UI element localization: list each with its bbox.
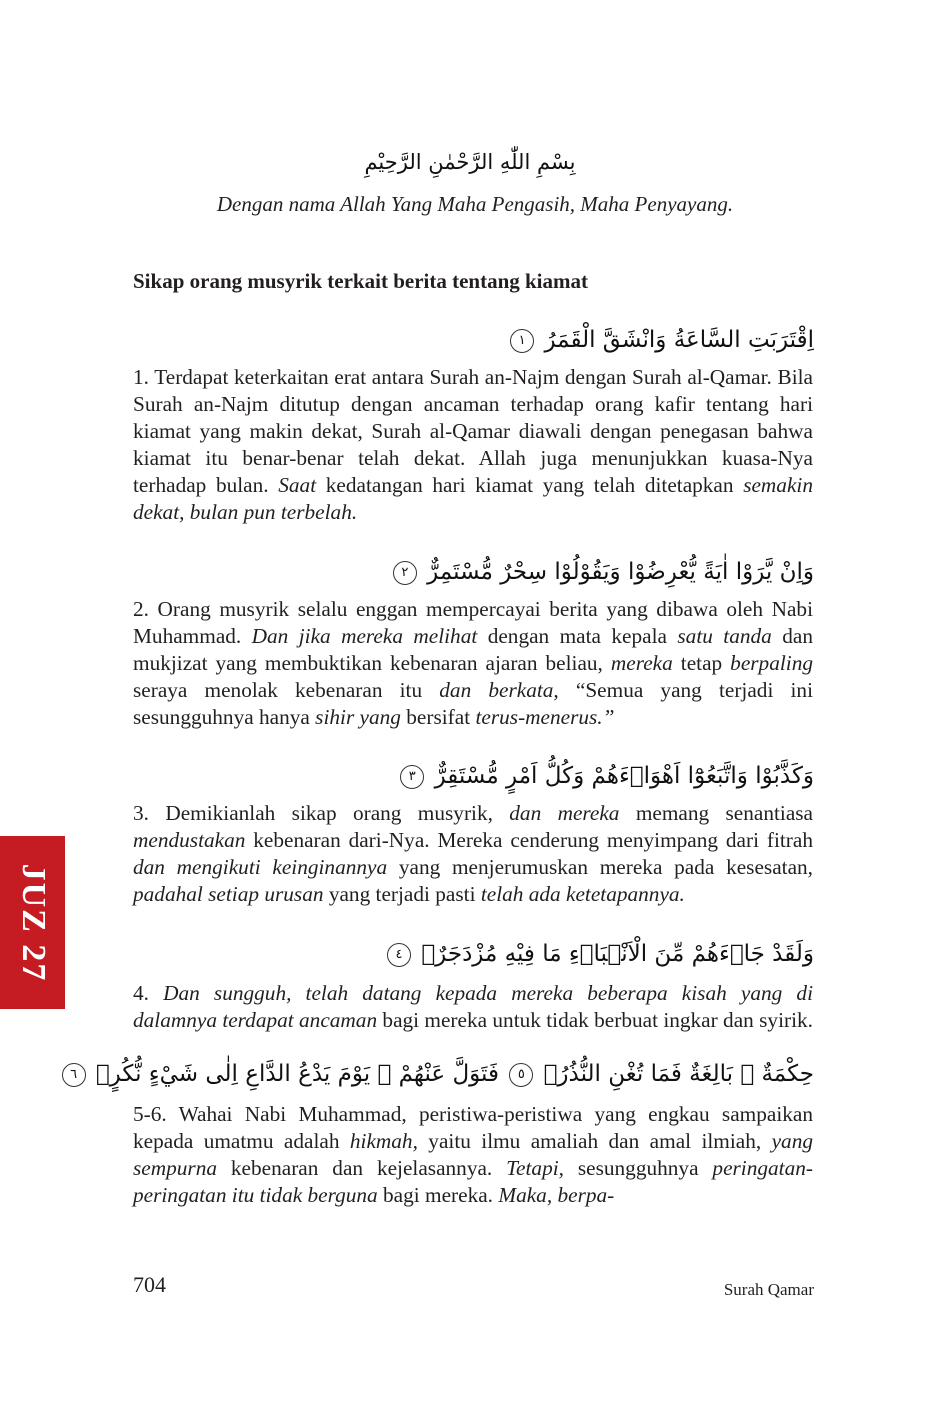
verse-number-marker: ٣	[400, 765, 424, 789]
verse-number-marker: ٦	[62, 1063, 86, 1087]
italic-text-segment: Dan jika mereka melihat	[251, 624, 478, 648]
verse-number-marker: ٥	[509, 1063, 533, 1087]
text-segment: 3. Demikianlah sikap orang musyrik,	[133, 801, 510, 825]
italic-text-segment: terus-menerus.”	[475, 705, 615, 729]
verse-text: وَكَذَّبُوْا وَاتَّبَعُوْٓا اَهْوَاۤءَهُمْ وَكُلُّ اَمْرٍ مُّسْتَقِرٌّ	[434, 763, 814, 789]
italic-text-segment: semakin dekat, bulan pun terbelah.	[133, 473, 813, 524]
italic-text-segment: dan mengikuti keinginannya	[133, 855, 388, 879]
italic-text-segment: sihir yang	[315, 705, 401, 729]
verse-5-6-arabic	[70, 1052, 814, 1096]
text-segment: seraya menolak kebenaran itu	[133, 678, 440, 702]
text-segment: bagi mereka.	[377, 1183, 499, 1207]
italic-text-segment: Dan sungguh, telah datang kepada mereka beberapa kisah yang di dalamnya terdapat ancaman	[133, 981, 813, 1032]
italic-text-segment: dan mereka	[509, 801, 620, 825]
text-segment: sesungguhnya	[563, 1156, 713, 1180]
italic-text-segment: padahal setiap urusan	[133, 882, 324, 906]
paragraph-2	[133, 596, 813, 731]
text-segment: “Semua yang terjadi ini sesungguhnya hanya	[133, 678, 813, 729]
text-segment: bagi mereka untuk tidak berbuat ingkar dan syirik.	[377, 1008, 813, 1032]
juz-side-tab	[0, 836, 65, 1009]
verse-number-marker: ٤	[387, 943, 411, 967]
verse-text: وَلَقَدْ جَاۤءَهُمْ مِّنَ الْاَنْۢبَاۤءِ مَا فِيْهِ مُزْدَجَرٌۙ	[421, 941, 814, 967]
italic-text-segment: Tetapi,	[506, 1156, 564, 1180]
text-segment: dengan mata kepala	[477, 624, 678, 648]
italic-text-segment: yang sempurna	[133, 1129, 814, 1180]
text-segment: 4.	[133, 981, 164, 1005]
surah-name-footer: Surah Qamar	[723, 1280, 814, 1299]
text-segment: kebenaran dari-Nya. Mereka cenderung menyimpang dari fitrah	[245, 828, 813, 852]
text-segment: bersifat	[400, 705, 476, 729]
verse-text: حِكْمَةٌ ۢ بَالِغَةٌ فَمَا تُغْنِ النُّذُرُۙ	[543, 1061, 814, 1087]
text-segment: yaitu ilmu amaliah dan amal ilmiah,	[417, 1129, 772, 1153]
text-segment: yang menjerumuskan mereka pada kesesatan,	[387, 855, 813, 879]
juz-label: JUZ 27	[14, 863, 52, 982]
italic-text-segment: peringatan-peringatan itu tidak berguna	[133, 1156, 813, 1207]
section-heading: Sikap orang musyrik terkait berita tentang kiamat	[133, 269, 589, 293]
paragraph-3	[133, 800, 813, 908]
text-segment: dan mukjizat yang membuktikan kebenaran ajaran beliau,	[133, 624, 813, 675]
verse-number-marker: ١	[510, 329, 534, 353]
paragraph-1	[133, 364, 813, 526]
verse-4-arabic	[134, 932, 814, 976]
verse-text: اِقْتَرَبَتِ السَّاعَةُ وَانْشَقَّ الْقَمَرُ	[544, 327, 814, 353]
text-segment: tetap	[672, 651, 731, 675]
basmalah-arabic: بِسْمِ اللّٰهِ الرَّحْمٰنِ الرَّحِيْمِ	[364, 150, 576, 174]
italic-text-segment: Maka, berpa-	[498, 1183, 615, 1207]
basmalah-translation: Dengan nama Allah Yang Maha Pengasih, Maha Penyayang.	[216, 192, 734, 216]
text-segment: 2. Orang musyrik selalu enggan mempercayai berita yang dibawa oleh Nabi Muhammad.	[133, 597, 813, 648]
verse-text: فَتَوَلَّ عَنْهُمْ ۘ يَوْمَ يَدْعُ الدَّاعِ اِلٰى شَيْءٍ نُّكُرٍۙ	[95, 1061, 499, 1087]
text-segment: 5-6. Wahai Nabi Muhammad, peristiwa-peristiwa yang engkau sampaikan kepada umatmu adalah	[133, 1102, 813, 1153]
page-number: 704	[133, 1272, 166, 1297]
italic-text-segment: Saat	[278, 473, 317, 497]
text-segment: kebenaran dan kejelasannya.	[217, 1156, 507, 1180]
paragraph-5	[133, 1101, 813, 1209]
italic-text-segment: dan berkata,	[439, 678, 559, 702]
verse-3-arabic	[134, 754, 814, 798]
italic-text-segment: satu tanda	[677, 624, 772, 648]
verse-number-marker: ٢	[393, 561, 417, 585]
text-segment: memang senantiasa	[619, 801, 814, 825]
italic-text-segment: mereka	[610, 651, 673, 675]
verse-2-arabic	[134, 550, 814, 594]
paragraph-4	[133, 980, 813, 1034]
italic-text-segment: telah ada ketetapannya.	[480, 882, 685, 906]
italic-text-segment: berpaling	[730, 651, 813, 675]
italic-text-segment: hikmah,	[349, 1129, 418, 1153]
text-segment: yang terjadi pasti	[323, 882, 481, 906]
verse-1-arabic	[134, 318, 814, 362]
italic-text-segment: mendustakan	[133, 828, 246, 852]
text-segment: 1. Terdapat keterkaitan erat antara Surah an-Najm dengan Surah al-Qamar. Bila Surah an-Najm ditutup dengan ancaman terhadap orang kafir tentang hari kiamat yang makin dekat, Surah al-Qamar diawali dengan penegasan bahwa kiamat itu benar-benar telah dekat. Allah juga menunjukkan kuasa-Nya terhadap bulan.	[133, 365, 813, 497]
verse-text: وَاِنْ يَّرَوْا اٰيَةً يُّعْرِضُوْا وَيَقُوْلُوْا سِحْرٌ مُّسْتَمِرٌّ	[427, 559, 814, 585]
text-segment: kedatangan hari kiamat yang telah ditetapkan	[316, 473, 744, 497]
